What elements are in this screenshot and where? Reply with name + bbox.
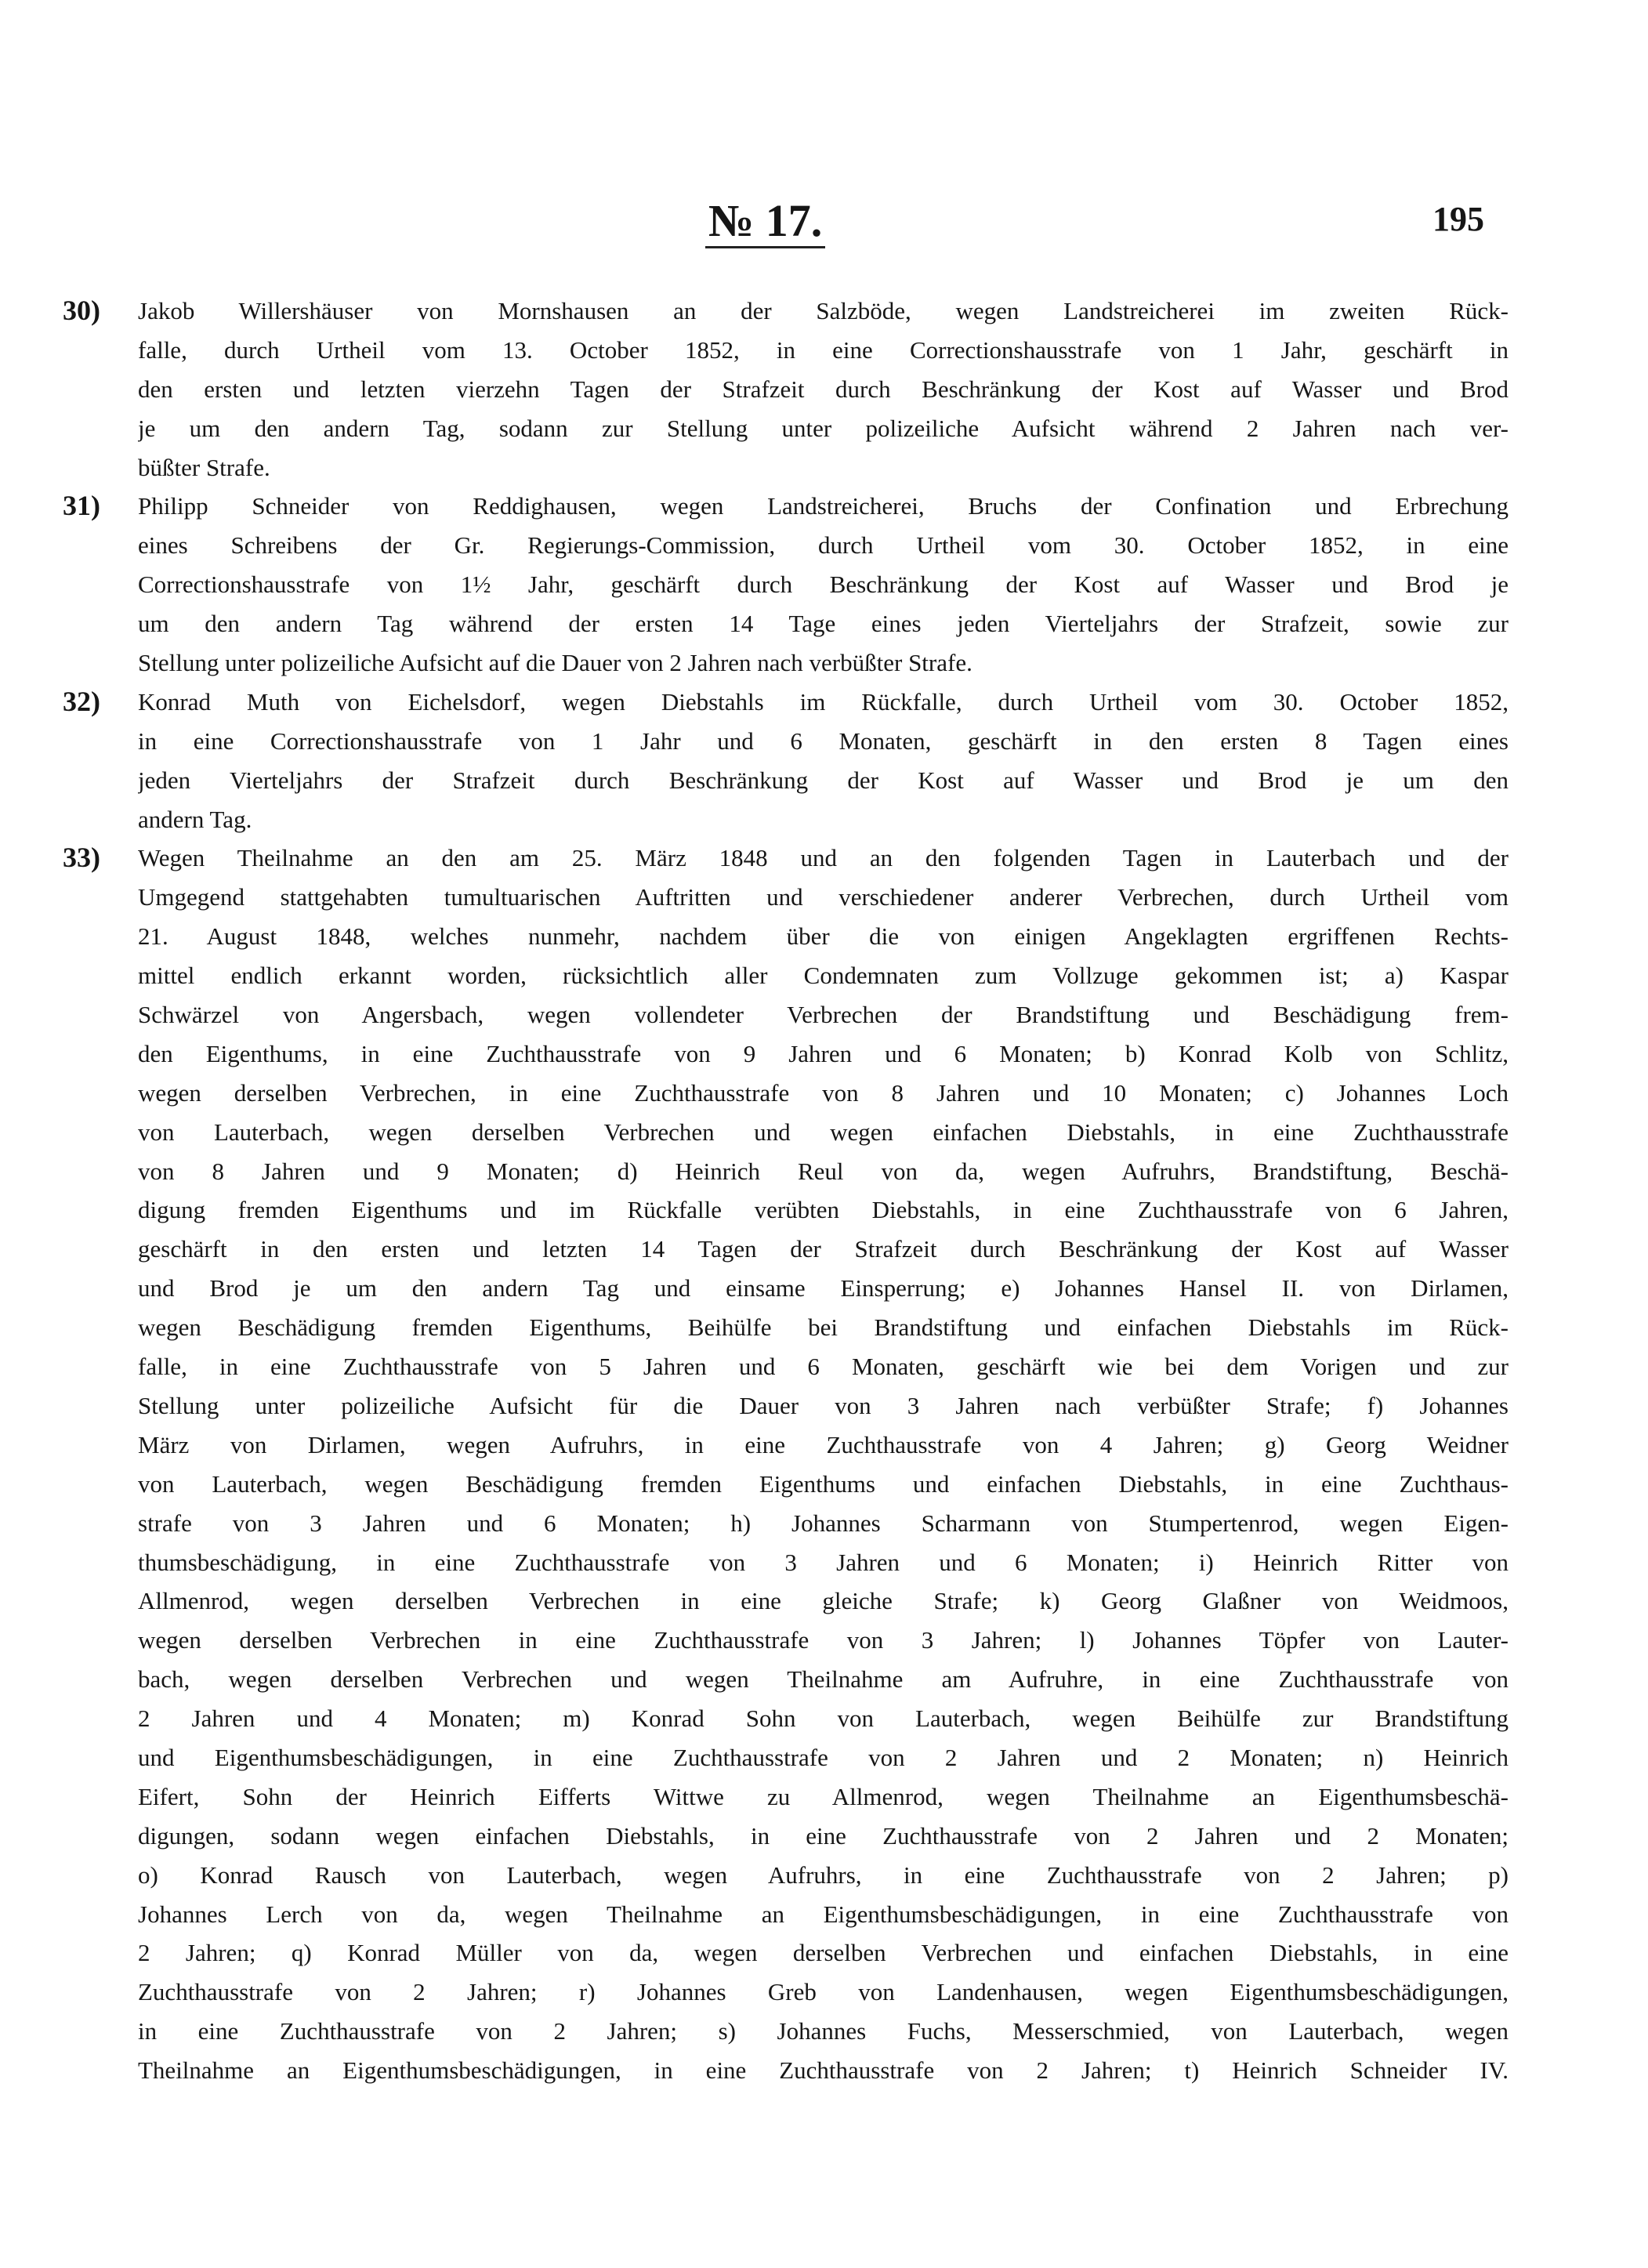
document-body [63, 292, 1509, 2090]
text-line: wegen derselben Verbrechen, in eine Zuchthausstrafe von 8 Jahren und 10 Monaten; c) Johannes Loch [138, 1078, 1509, 1107]
entry-text [138, 292, 1509, 487]
text-line: von Lauterbach, wegen derselben Verbrechen und wegen einfachen Diebstahls, in eine Zuchthausstrafe [138, 1118, 1509, 1146]
entry-number: 33) [63, 842, 100, 874]
entry-31 [63, 487, 1509, 682]
text-line: digung fremden Eigenthums und im Rückfalle verübten Diebstahls, in eine Zuchthausstrafe von 6 Jahren, [138, 1196, 1509, 1224]
text-line: um den andern Tag während der ersten 14 Tage eines jeden Vierteljahrs der Strafzeit, sowie zur [138, 610, 1509, 638]
text-line: den Eigenthums, in eine Zuchthausstrafe von 9 Jahren und 6 Monaten; b) Konrad Kolb von Schlitz, [138, 1039, 1509, 1067]
text-line: von Lauterbach, wegen Beschädigung fremden Eigenthums und einfachen Diebstahls, in eine Zuchthaus- [138, 1469, 1509, 1498]
text-line: andern Tag. [138, 805, 252, 833]
text-line: falle, durch Urtheil vom 13. October 1852, in eine Correctionshausstrafe von 1 Jahr, geschärft in [138, 335, 1509, 364]
text-line: 2 Jahren und 4 Monaten; m) Konrad Sohn von Lauterbach, wegen Beihülfe zur Brandstiftung [138, 1705, 1509, 1733]
text-line: Stellung unter polizeiliche Aufsicht auf die Dauer von 2 Jahren nach verbüßter Strafe. [138, 649, 973, 677]
issue-number: № 17. [705, 196, 825, 248]
text-line: je um den andern Tag, sodann zur Stellung unter polizeiliche Aufsicht während 2 Jahren nach ver- [138, 414, 1509, 442]
text-line: wegen Beschädigung fremden Eigenthums, Beihülfe bei Brandstiftung und einfachen Diebstahls im Rück- [138, 1313, 1509, 1342]
page-number: 195 [1432, 200, 1484, 238]
entry-33 [63, 839, 1509, 2090]
text-line: Jakob Willershäuser von Mornshausen an der Salzböde, wegen Landstreicherei im zweiten Rück- [138, 297, 1509, 324]
text-line: den ersten und letzten vierzehn Tagen der Strafzeit durch Beschränkung der Kost auf Wasser und Brod [138, 375, 1509, 403]
text-line: Umgegend stattgehabten tumultuarischen Auftritten und verschiedener anderer Verbrechen, durch Urtheil vom [138, 883, 1509, 911]
text-line: 21. August 1848, welches nunmehr, nachdem über die von einigen Angeklagten ergriffenen Rechts- [138, 922, 1509, 951]
page-header [0, 196, 1648, 259]
text-line: Theilnahme an Eigenthumsbeschädigungen, in eine Zuchthausstrafe von 2 Jahren; t) Heinrich Schneider IV. [138, 2056, 1509, 2085]
text-line: in eine Correctionshausstrafe von 1 Jahr und 6 Monaten, geschärft in den ersten 8 Tagen eines [138, 726, 1509, 755]
text-line: 2 Jahren; q) Konrad Müller von da, wegen derselben Verbrechen und einfachen Diebstahls, in eine [138, 1939, 1509, 1967]
text-line: Zuchthausstrafe von 2 Jahren; r) Johannes Greb von Landenhausen, wegen Eigenthumsbeschädigungen, [138, 1978, 1509, 2006]
text-line: bach, wegen derselben Verbrechen und wegen Theilnahme am Aufruhre, in eine Zuchthausstrafe von [138, 1665, 1509, 1694]
text-line: mittel endlich erkannt worden, rücksichtlich aller Condemnaten zum Vollzuge gekommen ist; a) Kaspar [138, 962, 1509, 990]
text-line: Eifert, Sohn der Heinrich Eifferts Wittwe zu Allmenrod, wegen Theilnahme an Eigenthumsbeschä- [138, 1782, 1509, 1810]
text-line: und Brod je um den andern Tag und einsame Einsperrung; e) Johannes Hansel II. von Dirlamen, [138, 1274, 1509, 1302]
text-line: strafe von 3 Jahren und 6 Monaten; h) Johannes Scharmann von Stumpertenrod, wegen Eigen- [138, 1509, 1509, 1537]
text-line: falle, in eine Zuchthausstrafe von 5 Jahren und 6 Monaten, geschärft wie bei dem Vorigen und zur [138, 1353, 1509, 1381]
text-line: jeden Vierteljahrs der Strafzeit durch Beschränkung der Kost auf Wasser und Brod je um den [138, 766, 1509, 794]
text-line: von 8 Jahren und 9 Monaten; d) Heinrich Reul von da, wegen Aufruhrs, Brandstiftung, Beschä- [138, 1157, 1509, 1185]
entry-number: 32) [63, 685, 100, 717]
text-line: Philipp Schneider von Reddighausen, wegen Landstreicherei, Bruchs der Confination und Erbrechung [138, 492, 1509, 520]
text-line: Konrad Muth von Eichelsdorf, wegen Diebstahls im Rückfalle, durch Urtheil vom 30. October 1852, [138, 687, 1509, 716]
entry-32 [63, 683, 1509, 839]
text-line: Johannes Lerch von da, wegen Theilnahme an Eigenthumsbeschädigungen, in eine Zuchthausstrafe von [138, 1900, 1509, 1928]
entry-30 [63, 292, 1509, 487]
entry-text [138, 487, 1509, 682]
text-line: geschärft in den ersten und letzten 14 Tagen der Strafzeit durch Beschränkung der Kost auf Wasser [138, 1235, 1509, 1263]
text-line: wegen derselben Verbrechen in eine Zuchthausstrafe von 3 Jahren; l) Johannes Töpfer von Lauter- [138, 1626, 1509, 1654]
text-line: in eine Zuchthausstrafe von 2 Jahren; s) Johannes Fuchs, Messerschmied, von Lauterbach, wegen [138, 2017, 1509, 2045]
text-line: o) Konrad Rausch von Lauterbach, wegen Aufruhrs, in eine Zuchthausstrafe von 2 Jahren; p) [138, 1860, 1509, 1889]
text-line: Schwärzel von Angersbach, wegen vollendeter Verbrechen der Brandstiftung und Beschädigung frem- [138, 1001, 1509, 1029]
text-line: Correctionshausstrafe von 1½ Jahr, geschärft durch Beschränkung der Kost auf Wasser und Brod je [138, 571, 1509, 599]
text-line: Allmenrod, wegen derselben Verbrechen in eine gleiche Strafe; k) Georg Glaßner von Weidmoos, [138, 1587, 1509, 1615]
text-line: eines Schreibens der Gr. Regierungs-Commission, durch Urtheil vom 30. October 1852, in eine [138, 531, 1509, 560]
text-line: thumsbeschädigung, in eine Zuchthausstrafe von 3 Jahren und 6 Monaten; i) Heinrich Ritter von [138, 1548, 1509, 1576]
text-line: büßter Strafe. [138, 453, 270, 481]
entry-text [138, 839, 1509, 2090]
entry-number: 30) [63, 295, 100, 326]
text-line: Stellung unter polizeiliche Aufsicht für die Dauer von 3 Jahren nach verbüßter Strafe; f) Johannes [138, 1391, 1509, 1419]
entry-text [138, 683, 1509, 839]
entry-number: 31) [63, 490, 100, 522]
text-line: digungen, sodann wegen einfachen Diebstahls, in eine Zuchthausstrafe von 2 Jahren und 2 Monaten; [138, 1821, 1509, 1850]
text-line: und Eigenthumsbeschädigungen, in eine Zuchthausstrafe von 2 Jahren und 2 Monaten; n) Heinrich [138, 1743, 1509, 1771]
text-line: Wegen Theilnahme an den am 25. März 1848 und an den folgenden Tagen in Lauterbach und der [138, 844, 1509, 872]
text-line: März von Dirlamen, wegen Aufruhrs, in eine Zuchthausstrafe von 4 Jahren; g) Georg Weidner [138, 1430, 1509, 1458]
